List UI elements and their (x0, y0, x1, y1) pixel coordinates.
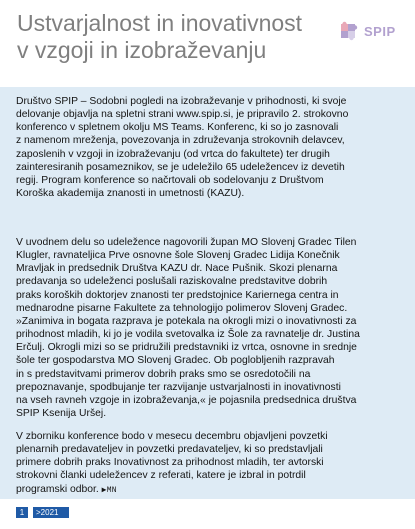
puzzle-logo-icon (340, 21, 362, 43)
title-line: Ustvarjalnost in inovativnost (17, 10, 303, 36)
page-footer (16, 507, 76, 521)
paragraph-line: mednarodne pisarne Fakultete za tehnologijo polimerov Slovenj Gradec. (16, 302, 348, 314)
article-paragraph (16, 95, 400, 200)
author-signature: ▶MN (101, 485, 117, 495)
article-header (0, 0, 415, 92)
title-line: v vzgoji in izobraževanju (17, 37, 267, 63)
paragraph-line: delovanje objavlja na spletni strani www.spip.si, je pripravilo 2. strokovno (16, 109, 349, 121)
paragraph-line: prihodnost mladih, ki jo je vodila svetovalka iz Šole za ravnatelje dr. Justina (16, 329, 360, 341)
paragraph-line: regij. Program konference so načrtovali ob sodelovanju z Društvom (16, 174, 324, 186)
paragraph-line: SPIP Ksenija Uršej. (16, 408, 107, 420)
paragraph-line: prepoznavanje, spodbujanje ter razvijanje ustvarjalnosti in inovativnosti (16, 381, 341, 393)
spip-logo (340, 21, 398, 45)
paragraph-line: Koroška akademija znanosti in umetnosti (KAZU). (16, 188, 245, 200)
paragraph-line: strokovni članki udeležencev z referati, katere je izbral in potrdil (16, 470, 306, 482)
issue-badge: >2021 (33, 507, 69, 518)
paragraph-line: z namenom mreženja, povezovanja in združevanja strokovnih delavcev, (16, 135, 345, 147)
paragraph-line: primere dobrih praks Inovativnost za prihodnost mladih, ter avtorski (16, 457, 324, 469)
paragraph-line: Klugler, ravnateljica Prve osnovne šole Slovenj Gradec Lidija Konečnik (16, 250, 340, 262)
paragraph-line-text: programski odbor. (16, 483, 102, 495)
paragraph-line: konferenco v spletnem okolju MS Teams. Konferenc, ki so jo zasnovali (16, 122, 339, 134)
logo-text: SPIP (364, 24, 396, 39)
paragraph-line: plenarnih predavateljev in povzetki predavateljev, ki so predstavljali (16, 444, 323, 456)
paragraph-line: »Zanimiva in bogata razprava je potekala na okrogli mizi o inovativnosti za (16, 315, 357, 327)
page-number-badge: 1 (16, 507, 28, 518)
paragraph-line: Društvo SPIP – Sodobni pogledi na izobraževanje v prihodnosti, ki svoje (16, 96, 347, 107)
article-title (17, 10, 335, 64)
paragraph-line: predavanja so udeleženci poslušali raziskovalne predstavitve dobrih (16, 276, 328, 288)
paragraph-line: V zborniku konference bodo v mesecu decembru objavljeni povzetki (16, 431, 328, 442)
article-paragraph (16, 236, 400, 420)
paragraph-line: Mravljak in predsednik Društva KAZU dr. Nace Pušnik. Skozi plenarna (16, 263, 338, 275)
paragraph-line: V uvodnem delu so udeležence nagovorili župan MO Slovenj Gradec Tilen (16, 237, 357, 248)
paragraph-line: in s predstavitvami primerov dobrih praks smo se osredotočili na (16, 368, 311, 380)
paragraph-line: zaposlenih v vzgoji in izobraževanju (od vrtca do fakultete) ter drugih (16, 148, 330, 160)
paragraph-line: praks koroških doktorjev znanosti ter predstojnice Kariernega centra in (16, 289, 339, 301)
paragraph-line: šole ter gospodarstva MO Slovenj Gradec. Ob poglobljenih razpravah (16, 355, 335, 367)
article-paragraph (16, 430, 400, 497)
paragraph-line: na vseh ravneh vzgoje in izobraževanja,« je pojasnila predsednica društva (16, 394, 357, 406)
paragraph-line: Erčulj. Okrogli mizi so se pridružili predstavniki iz vrtca, osnovne in srednje (16, 342, 357, 354)
paragraph-line: zainteresiranih posameznikov, se je udeležilo 65 udeležencev iz devetih (16, 161, 345, 173)
paragraph-line (16, 483, 400, 497)
article-content (0, 87, 415, 499)
